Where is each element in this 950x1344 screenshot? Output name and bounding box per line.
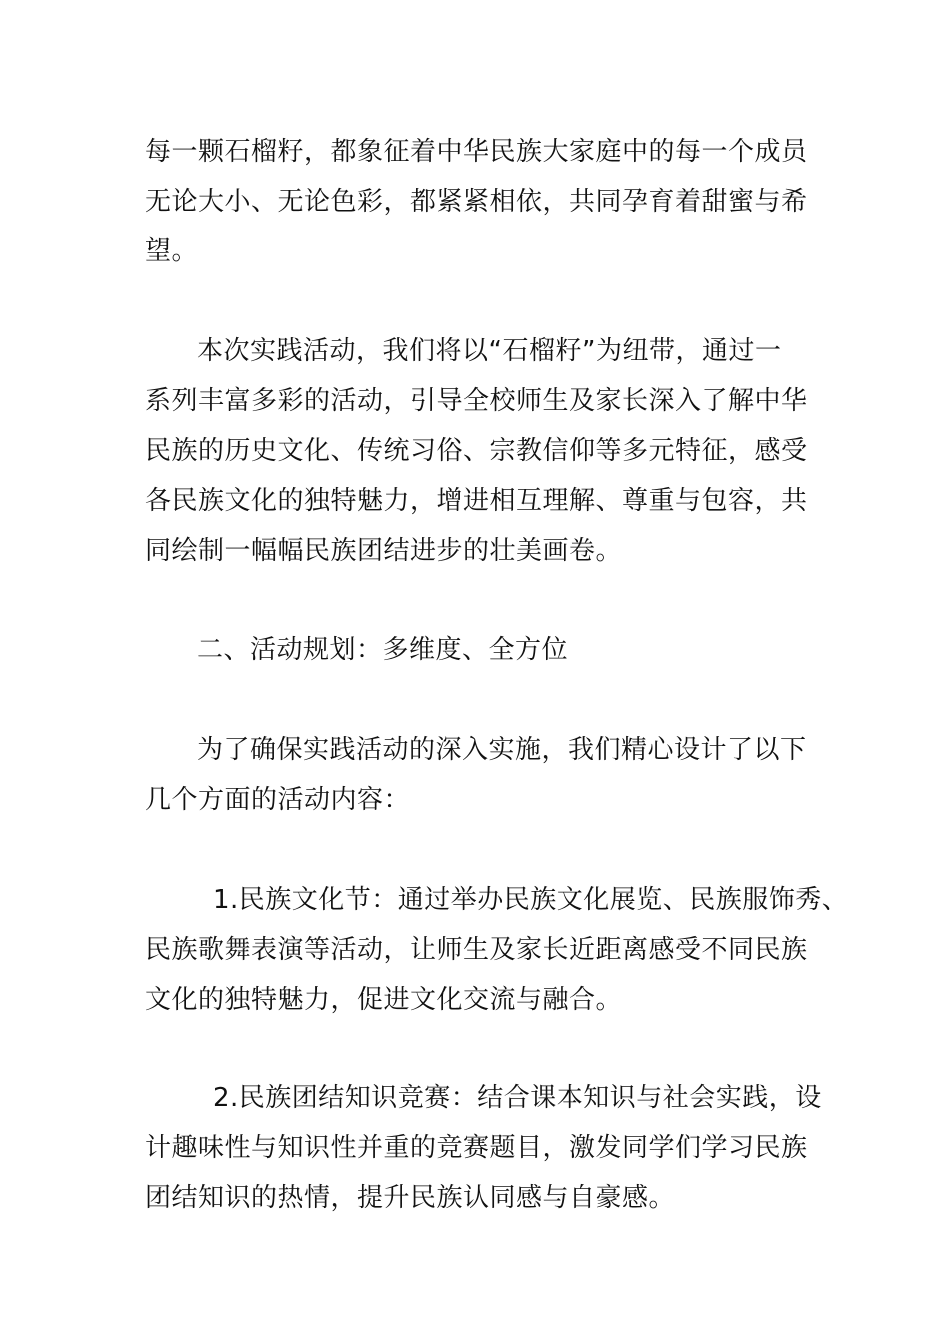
text-line: 望。 [145,236,199,266]
text-line: 民族的历史文化、传统习俗、宗教信仰等多元特征，感受 [145,436,808,466]
text-line: 系列丰富多彩的活动，引导全校师生及家长深入了解中华 [145,386,808,416]
text-line: 计趣味性与知识性并重的竞赛题目，激发同学们学习民族 [145,1133,808,1163]
text-line: 2.民族团结知识竞赛：结合课本知识与社会实践，设 [213,1083,822,1113]
text-line: 每一颗石榴籽，都象征着中华民族大家庭中的每一个成员 [145,137,808,167]
section-heading-text: 二、活动规划：多维度、全方位 [197,635,569,665]
text-line: 本次实践活动，我们将以“石榴籽”为纽带，通过一 [197,336,782,366]
text-line: 团结知识的热情，提升民族认同感与自豪感。 [145,1183,676,1213]
text-line: 同绘制一幅幅民族团结进步的壮美画卷。 [145,536,623,566]
text-line: 无论大小、无论色彩，都紧紧相依，共同孕育着甜蜜与希 [145,187,808,217]
text-line: 为了确保实践活动的深入实施，我们精心设计了以下 [197,735,807,765]
text-line: 各民族文化的独特魅力，增进相互理解、尊重与包容，共 [145,486,808,516]
text-line: 民族歌舞表演等活动，让师生及家长近距离感受不同民族 [145,935,808,965]
text-line: 几个方面的活动内容： [145,785,411,815]
text-line: 1.民族文化节：通过举办民族文化展览、民族服饰秀、 [213,885,849,915]
text-line: 文化的独特魅力，促进文化交流与融合。 [145,985,623,1015]
